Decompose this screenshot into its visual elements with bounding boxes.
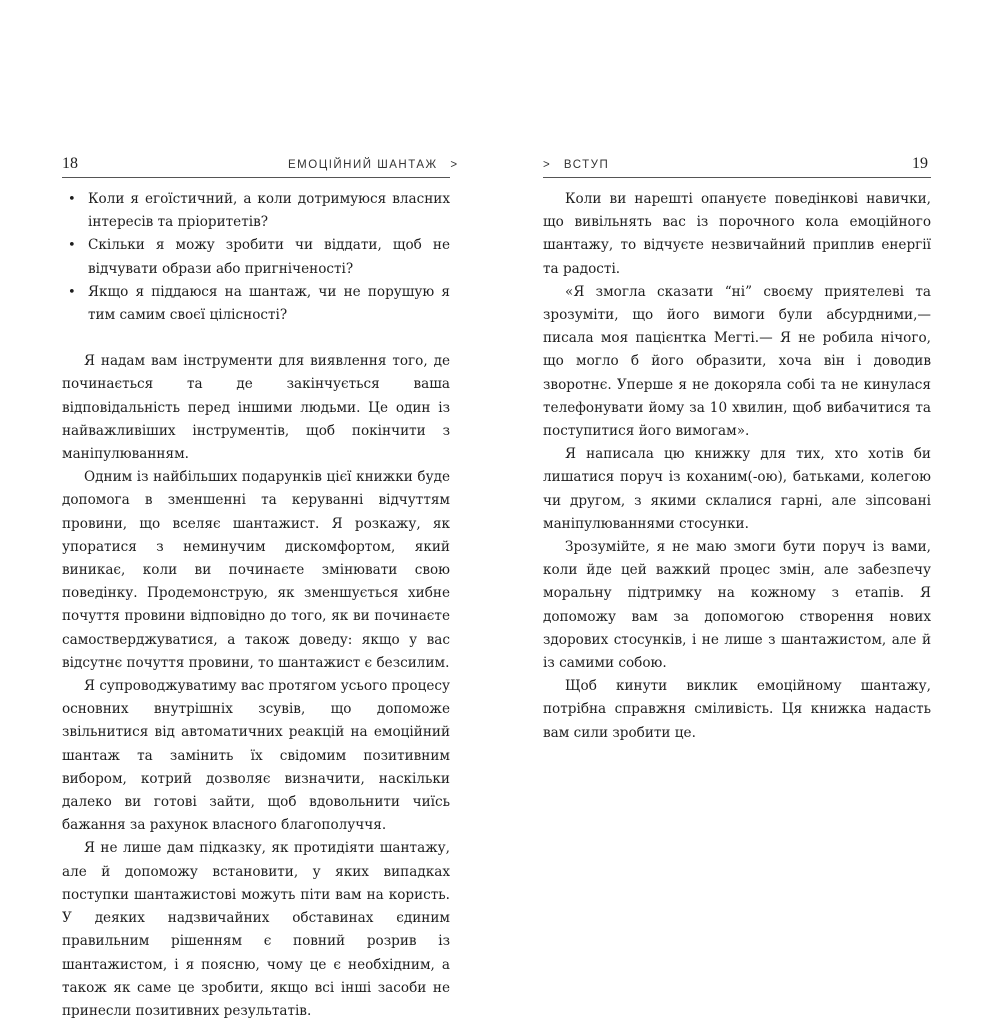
paragraph: Одним із найбільших подарунків цієї книжки буде допомога в зменшенні та керуванні відчуттям провини, що вселяє шантажист. Я розкажу, як упоратися з неминучим дискомфортом, який виникає, коли ви починаєте змінювати свою поведінку. Продемонструю, як зменшується хибне почуття провини відповідно до того, як ви починаєте самостверджуватися, а також доведу: якщо у вас відсутнє почуття провини, то шантажист є безсилим.: [62, 469, 450, 671]
left-text-column: [62, 188, 450, 1023]
paragraph: Я не лише дам підказку, як протидіяти шантажу, але й допоможу встановити, у яких випадках поступки шантажистові можуть піти вам на користь. У деяких надзвичайних обставинах єдиним правильним рішенням є повний розрив із шантажистом, і я поясню, чому це є необхідним, а також як саме це зробити, якщо всі інші засоби не принесли позитивних результатів.: [62, 840, 450, 1019]
list-item: [62, 188, 450, 234]
paragraph: Я супроводжуватиму вас протягом усього процесу основних внутрішніх зсувів, що допоможе звільнитися від автоматичних реакцій на емоційний шантаж та замінить їх свідомим позитивним вибором, котрий дозволяє визначити, наскільки далеко ви готові зайти, щоб вдовольнити чиїсь бажання за рахунок власного благополуччя.: [62, 678, 450, 834]
right-header-rule: [543, 177, 931, 178]
paragraph: Коли ви нарешті опануєте поведінкові навички, що вивільнять вас із порочного кола емоційного шантажу, то відчуєте незвичайний приплив енергії та радості.: [543, 191, 931, 277]
right-page-number: 19: [912, 155, 928, 172]
left-running-title-text: ЕМОЦІЙНИЙ ШАНТАЖ: [288, 159, 438, 171]
paragraph: Щоб кинути виклик емоційному шантажу, потрібна справжня сміливість. Ця книжка надасть вам сили зробити це.: [543, 678, 931, 741]
list-item: [62, 281, 450, 327]
bullet-list: [62, 188, 450, 327]
right-running-title: [543, 159, 609, 171]
paragraph: Я написала цю книжку для тих, хто хотів би лишатися поруч із коханим(-ою), батьками, колегою чи другом, з якими склалися гарні, але зіпсовані маніпулюваннями стосунки.: [543, 446, 931, 532]
paragraph: «Я змогла сказати “ні” своєму приятелеві та зрозуміти, що його вимоги були абсурдними,— писала моя пацієнтка Мегті.— Я не робила нічого, що могло б його образити, хоча він і доводив зворотнє. Уперше я не докоряла собі та не кинулася телефонувати йому за 10 хвилин, щоб вибачитися та поступитися його вимогам».: [543, 283, 931, 440]
paragraph: Зрозумійте, я не маю змоги бути поруч із вами, коли йде цей важкий процес змін, але забезпечу моральну підтримку на кожному з етапів. Я допоможу вам за допомогою створення нових здорових стосунків, і не лише з шантажистом, але й із самими собою.: [543, 539, 931, 672]
right-running-title-text: ВСТУП: [563, 159, 610, 171]
bullet-icon: •: [68, 192, 76, 207]
list-item-text: Коли я егоїстичний, а коли дотримуюся власних інтересів та пріоритетів?: [88, 191, 450, 231]
list-item-text: Скільки я можу зробити чи віддати, щоб не відчувати образи або пригніченості?: [88, 237, 450, 277]
right-running-marker: >: [543, 159, 552, 171]
list-item-text: Якщо я піддаюся на шантаж, чи не порушую я тим самим своєї цілісності?: [88, 283, 450, 324]
bullet-icon: •: [68, 284, 76, 300]
right-text-column: [543, 188, 931, 745]
section-spacer: [62, 327, 450, 350]
list-item: [62, 234, 450, 280]
paragraph: Я надам вам інструменти для виявлення того, де починається та де закінчується ваша відповідальність перед іншими людьми. Це один із найважливіших інструментів, щоб покінчити з маніпулюванням.: [62, 353, 450, 463]
left-running-marker: >: [450, 159, 459, 171]
left-header-rule: [62, 177, 450, 178]
left-running-title: [288, 159, 459, 171]
bullet-icon: •: [68, 238, 76, 254]
left-page-number: 18: [62, 155, 78, 172]
